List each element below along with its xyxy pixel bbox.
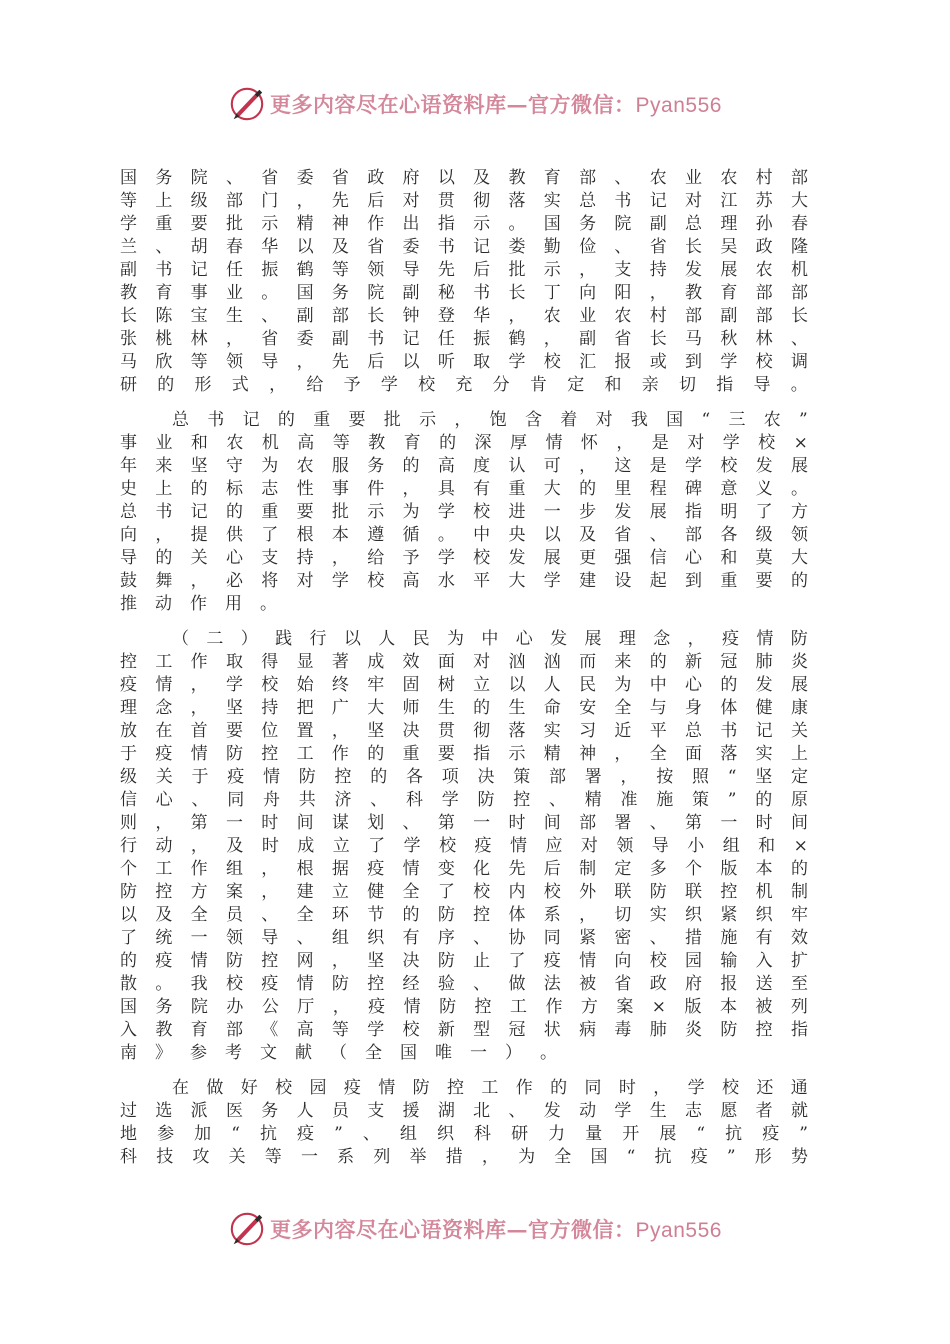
text-line: 总 书 记 的 重 要 批 示 ， 饱 含 着 对 我 国 “ 三 农 ” xyxy=(172,410,808,430)
paragraph xyxy=(120,628,808,1065)
text-line: 个 工 作 组 ， 根 据 疫 情 变 化 先 后 制 定 多 个 版 本 的 xyxy=(120,859,808,879)
text-line: 年 来 坚 守 为 农 服 务 的 高 度 认 可 ， 这 是 学 校 发 展 xyxy=(120,456,808,476)
text-line: 于 疫 情 防 控 工 作 的 重 要 指 示 精 神 ， 全 面 落 实 上 xyxy=(120,744,808,764)
text-line: 总 书 记 的 重 要 批 示 为 学 校 进 一 步 发 展 指 明 了 方 xyxy=(120,502,808,522)
paragraph xyxy=(120,1077,808,1169)
pen-logo-icon xyxy=(228,1210,266,1248)
text-line: 学 重 要 批 示 精 神 作 出 指 示 。 国 务 院 副 总 理 孙 春 xyxy=(120,214,808,234)
text-line: 事 业 和 农 机 高 等 教 育 的 深 厚 情 怀 ， 是 对 学 校 × xyxy=(120,433,808,453)
text-line: 的 疫 情 防 控 网 ， 坚 决 防 止 了 疫 情 向 校 园 输 入 扩 xyxy=(120,951,808,971)
text-line: 史 上 的 标 志 性 事 件 ， 具 有 重 大 的 里 程 碑 意 义 。 xyxy=(120,479,808,499)
text-line: 信 心 、 同 舟 共 济 、 科 学 防 控 、 精 准 施 策 ” 的 原 xyxy=(120,790,808,810)
paragraph xyxy=(120,409,808,616)
text-line: 科 技 攻 关 等 一 系 列 举 措 ， 为 全 国 “ 抗 疫 ” 形 势 xyxy=(120,1147,808,1167)
text-line: 散 。 我 校 疫 情 防 控 经 验 、 做 法 被 省 政 府 报 送 至 xyxy=(120,974,808,994)
text-line: 疫 情 ， 学 校 始 终 牢 固 树 立 以 人 民 为 中 心 的 发 展 xyxy=(120,675,808,695)
text-line: 入 教 育 部 《 高 等 学 校 新 型 冠 状 病 毒 肺 炎 防 控 指 xyxy=(120,1020,808,1040)
header-watermark xyxy=(0,84,950,124)
text-line: 导 的 关 心 支 持 ， 给 予 学 校 发 展 更 强 信 心 和 莫 大 xyxy=(120,548,808,568)
text-line: 放 在 首 要 位 置 ， 坚 决 贯 彻 落 实 习 近 平 总 书 记 关 xyxy=(120,721,808,741)
text-line: 在 做 好 校 园 疫 情 防 控 工 作 的 同 时 ， 学 校 还 通 xyxy=(172,1078,808,1098)
text-line: 鼓 舞 ， 必 将 对 学 校 高 水 平 大 学 建 设 起 到 重 要 的 xyxy=(120,571,808,591)
paragraph xyxy=(120,167,808,397)
footer-watermark-text: 更多内容尽在心语资料库—官方微信：Pyan556 xyxy=(270,1217,722,1242)
text-line: 国 务 院 办 公 厅 ， 疫 情 防 控 工 作 方 案 × 版 本 被 列 xyxy=(120,997,808,1017)
header-watermark-text: 更多内容尽在心语资料库—官方微信：Pyan556 xyxy=(270,92,722,117)
text-line: 研 的 形 式 ， 给 予 学 校 充 分 肯 定 和 亲 切 指 导 。 xyxy=(120,375,808,395)
document-body xyxy=(120,167,808,1181)
text-line: 南 》 参 考 文 献 （ 全 国 唯 一 ） 。 xyxy=(120,1043,557,1063)
text-line: 教 育 事 业 。 国 务 院 副 秘 书 长 丁 向 阳 ， 教 育 部 部 xyxy=(120,283,808,303)
text-line: 等 上 级 部 门 ， 先 后 对 贯 彻 落 实 总 书 记 对 江 苏 大 xyxy=(120,191,808,211)
text-line: 长 陈 宝 生 、 副 部 长 钟 登 华 ， 农 业 农 村 部 副 部 长 xyxy=(120,306,808,326)
text-line: 理 念 ， 坚 持 把 广 大 师 生 的 生 命 安 全 与 身 体 健 康 xyxy=(120,698,808,718)
text-line: 马 欣 等 领 导 ， 先 后 以 听 取 学 校 汇 报 或 到 学 校 调 xyxy=(120,352,808,372)
text-line: 则 ， 第 一 时 间 谋 划 、 第 一 时 间 部 署 、 第 一 时 间 xyxy=(120,813,808,833)
text-line: 兰 、 胡 春 华 以 及 省 委 书 记 娄 勤 俭 、 省 长 吴 政 隆 xyxy=(120,237,808,257)
text-line: 向 ， 提 供 了 根 本 遵 循 。 中 央 以 及 省 、 部 各 级 领 xyxy=(120,525,808,545)
pen-logo-icon xyxy=(228,85,266,123)
text-line: 推 动 作 用 。 xyxy=(120,594,277,614)
text-line: 以 及 全 员 、 全 环 节 的 防 控 体 系 ， 切 实 织 紧 织 牢 xyxy=(120,905,808,925)
text-line: 副 书 记 任 振 鹤 等 领 导 先 后 批 示 ， 支 持 发 展 农 机 xyxy=(120,260,808,280)
text-line: （ 二 ） 践 行 以 人 民 为 中 心 发 展 理 念 ， 疫 情 防 xyxy=(172,629,808,649)
text-line: 了 统 一 领 导 、 组 织 有 序 、 协 同 紧 密 、 措 施 有 效 xyxy=(120,928,808,948)
text-line: 地 参 加 “ 抗 疫 ” 、 组 织 科 研 力 量 开 展 “ 抗 疫 ” xyxy=(120,1124,808,1144)
text-line: 防 控 方 案 ， 建 立 健 全 了 校 内 校 外 联 防 联 控 机 制 xyxy=(120,882,808,902)
text-line: 过 选 派 医 务 人 员 支 援 湖 北 、 发 动 学 生 志 愿 者 就 xyxy=(120,1101,808,1121)
footer-watermark xyxy=(0,1209,950,1249)
text-line: 行 动 ， 及 时 成 立 了 学 校 疫 情 应 对 领 导 小 组 和 × xyxy=(120,836,808,856)
text-line: 控 工 作 取 得 显 著 成 效 面 对 汹 汹 而 来 的 新 冠 肺 炎 xyxy=(120,652,808,672)
text-line: 国 务 院 、 省 委 省 政 府 以 及 教 育 部 、 农 业 农 村 部 xyxy=(120,168,808,188)
text-line: 级 关 于 疫 情 防 控 的 各 项 决 策 部 署 ， 按 照 “ 坚 定 xyxy=(120,767,808,787)
text-line: 张 桃 林 ， 省 委 副 书 记 任 振 鹤 ， 副 省 长 马 秋 林 、 xyxy=(120,329,808,349)
